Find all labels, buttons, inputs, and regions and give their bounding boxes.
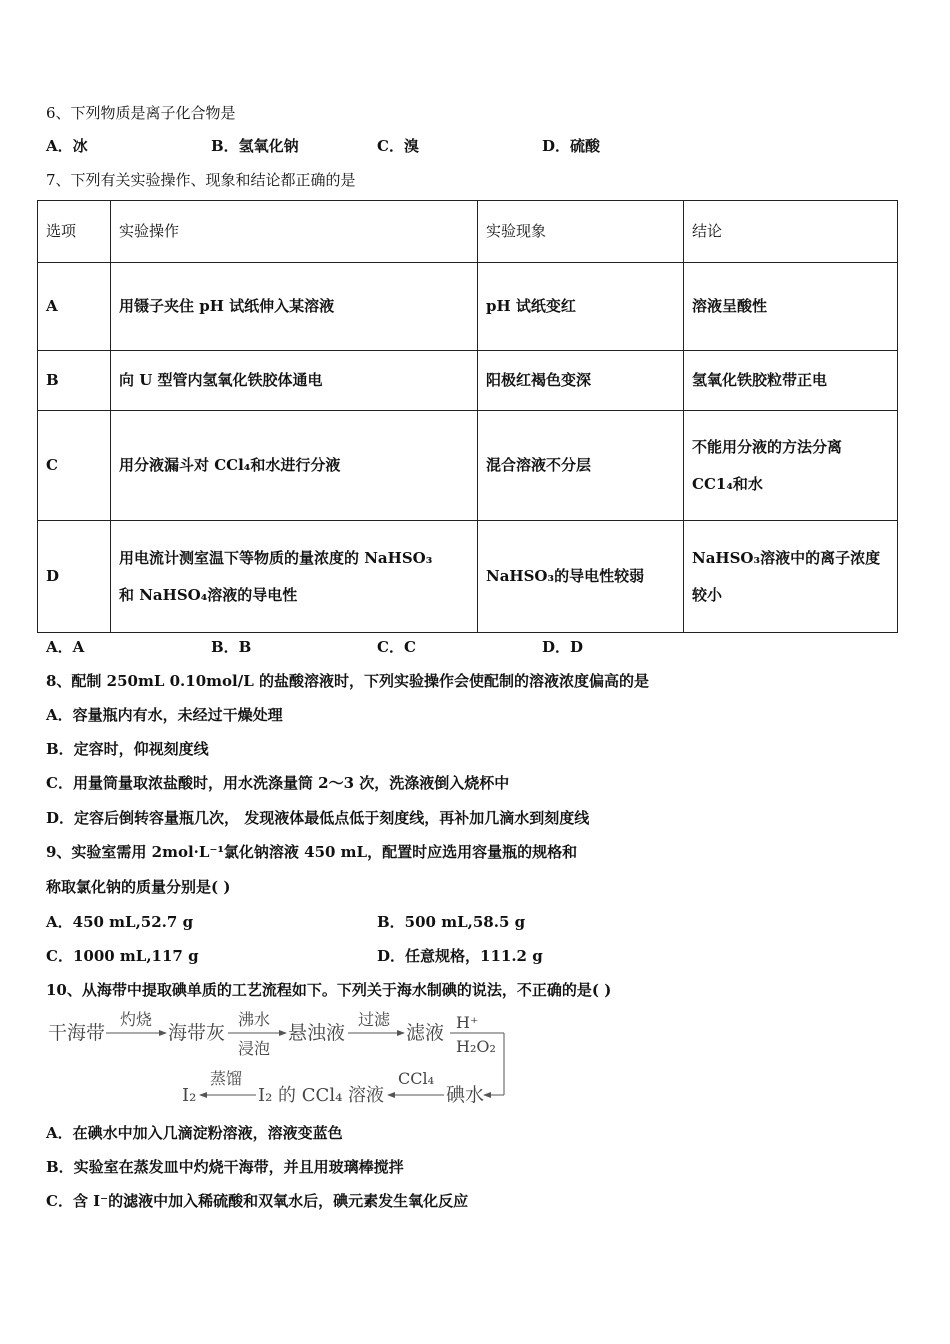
flow-reagent-peroxide: H₂O₂ <box>456 1037 496 1056</box>
row-c-phenomenon: 混合溶液不分层 <box>478 411 684 521</box>
flow-label-filter: 过滤 <box>358 1010 391 1029</box>
q9-stem-line1: 9、实验室需用 2mol·L⁻¹氯化钠溶液 450 mL，配置时应选用容量瓶的规格和 <box>46 843 578 861</box>
row-a-operation: 用镊子夹住 pH 试纸伸入某溶液 <box>111 263 478 351</box>
row-d-conclusion-line2: 较小 <box>692 585 723 604</box>
q7-stem: 7、下列有关实验操作、现象和结论都正确的是 <box>46 171 356 189</box>
flow-node-kelp-ash: 海带灰 <box>168 1022 226 1044</box>
header-option: 选项 <box>38 201 111 263</box>
q7-option-d[interactable]: D．D <box>542 638 584 656</box>
row-d-operation-line1: 用电流计测室温下等物质的量浓度的 NaHSO₃ <box>119 548 433 567</box>
table-row <box>38 411 898 521</box>
flow-label-ccl4: CCl₄ <box>398 1069 435 1088</box>
q7-option-b[interactable]: B．B <box>211 638 252 656</box>
row-d-option: D <box>38 521 111 633</box>
flow-reagent-acid: H⁺ <box>456 1013 479 1032</box>
flow-node-filtrate: 滤液 <box>406 1022 445 1044</box>
q7-option-a[interactable]: A．A <box>46 638 85 656</box>
row-d-operation-line2: 和 NaHSO₄溶液的导电性 <box>119 585 298 604</box>
q10-option-c[interactable]: C．含 I⁻的滤液中加入稀硫酸和双氧水后，碘元素发生氧化反应 <box>46 1192 469 1210</box>
table-row <box>38 263 898 351</box>
row-c-option: C <box>38 411 111 521</box>
flow-label-soak: 浸泡 <box>238 1039 271 1058</box>
row-c-conclusion <box>684 411 898 521</box>
row-b-option: B <box>38 351 111 411</box>
header-phenomenon: 实验现象 <box>478 201 684 263</box>
q6-option-b[interactable]: B．氢氧化钠 <box>211 137 299 155</box>
q6-option-a[interactable]: A．冰 <box>46 137 88 155</box>
row-d-operation <box>111 521 478 633</box>
row-a-option: A <box>38 263 111 351</box>
q9-option-a[interactable]: A．450 mL,52.7 g <box>46 913 194 931</box>
q6-option-c[interactable]: C．溴 <box>377 137 419 155</box>
row-a-phenomenon: pH 试纸变红 <box>478 263 684 351</box>
q7-option-c[interactable]: C．C <box>377 638 416 656</box>
q10-stem: 10、从海带中提取碘单质的工艺流程如下。下列关于海水制碘的说法，不正确的是( ) <box>46 981 612 999</box>
table-row <box>38 351 898 411</box>
row-c-conclusion-line2: CC1₄和水 <box>692 474 763 493</box>
row-d-conclusion-line1: NaHSO₃溶液中的离子浓度 <box>692 548 881 567</box>
q6-option-d[interactable]: D．硫酸 <box>542 137 601 155</box>
table-row <box>38 521 898 633</box>
q9-option-b[interactable]: B．500 mL,58.5 g <box>377 913 526 931</box>
row-b-conclusion: 氢氧化铁胶粒带正电 <box>684 351 898 411</box>
q8-option-a[interactable]: A．容量瓶内有水，未经过干燥处理 <box>46 706 283 724</box>
q8-option-c[interactable]: C．用量筒量取浓盐酸时，用水洗涤量筒 2～3 次，洗涤液倒入烧杯中 <box>46 774 510 792</box>
q10-option-b[interactable]: B．实验室在蒸发皿中灼烧干海带，并且用玻璃棒搅拌 <box>46 1158 404 1176</box>
q7-table <box>37 200 898 633</box>
flow-label-burn: 灼烧 <box>120 1010 153 1029</box>
q10-option-a[interactable]: A．在碘水中加入几滴淀粉溶液，溶液变蓝色 <box>46 1124 343 1142</box>
row-d-conclusion <box>684 521 898 633</box>
flow-node-suspension: 悬浊液 <box>288 1022 346 1044</box>
flow-label-distill: 蒸馏 <box>210 1069 243 1088</box>
iodine-extraction-flowchart <box>46 1008 516 1112</box>
row-c-operation: 用分液漏斗对 CCl₄和水进行分液 <box>111 411 478 521</box>
header-operation: 实验操作 <box>111 201 478 263</box>
header-conclusion: 结论 <box>684 201 898 263</box>
q8-option-d[interactable]: D．定容后倒转容量瓶几次， 发现液体最低点低于刻度线，再补加几滴水到刻度线 <box>46 809 590 827</box>
q9-stem-line2: 称取氯化钠的质量分别是( ) <box>46 878 231 896</box>
flow-label-boiling-water: 沸水 <box>238 1010 271 1029</box>
table-header-row <box>38 201 898 263</box>
row-d-phenomenon: NaHSO₃的导电性较弱 <box>478 521 684 633</box>
row-c-conclusion-line1: 不能用分液的方法分离 <box>692 437 843 456</box>
q6-stem: 6、下列物质是离子化合物是 <box>46 104 236 122</box>
row-b-phenomenon: 阳极红褐色变深 <box>478 351 684 411</box>
flow-node-dry-kelp: 干海带 <box>48 1022 106 1044</box>
q8-option-b[interactable]: B．定容时，仰视刻度线 <box>46 740 209 758</box>
q9-option-d[interactable]: D．任意规格，111.2 g <box>377 947 543 965</box>
flow-node-iodine-water: 碘水 <box>446 1084 485 1106</box>
q8-stem: 8、配制 250mL 0.10mol/L 的盐酸溶液时，下列实验操作会使配制的溶液浓度偏高的是 <box>46 672 649 690</box>
row-b-operation: 向 U 型管内氢氧化铁胶体通电 <box>111 351 478 411</box>
flow-node-iodine-in-ccl4: I₂ 的 CCl₄ 溶液 <box>258 1085 385 1106</box>
row-a-conclusion: 溶液呈酸性 <box>684 263 898 351</box>
q9-option-c[interactable]: C．1000 mL,117 g <box>46 947 199 965</box>
flow-node-iodine: I₂ <box>182 1085 197 1106</box>
